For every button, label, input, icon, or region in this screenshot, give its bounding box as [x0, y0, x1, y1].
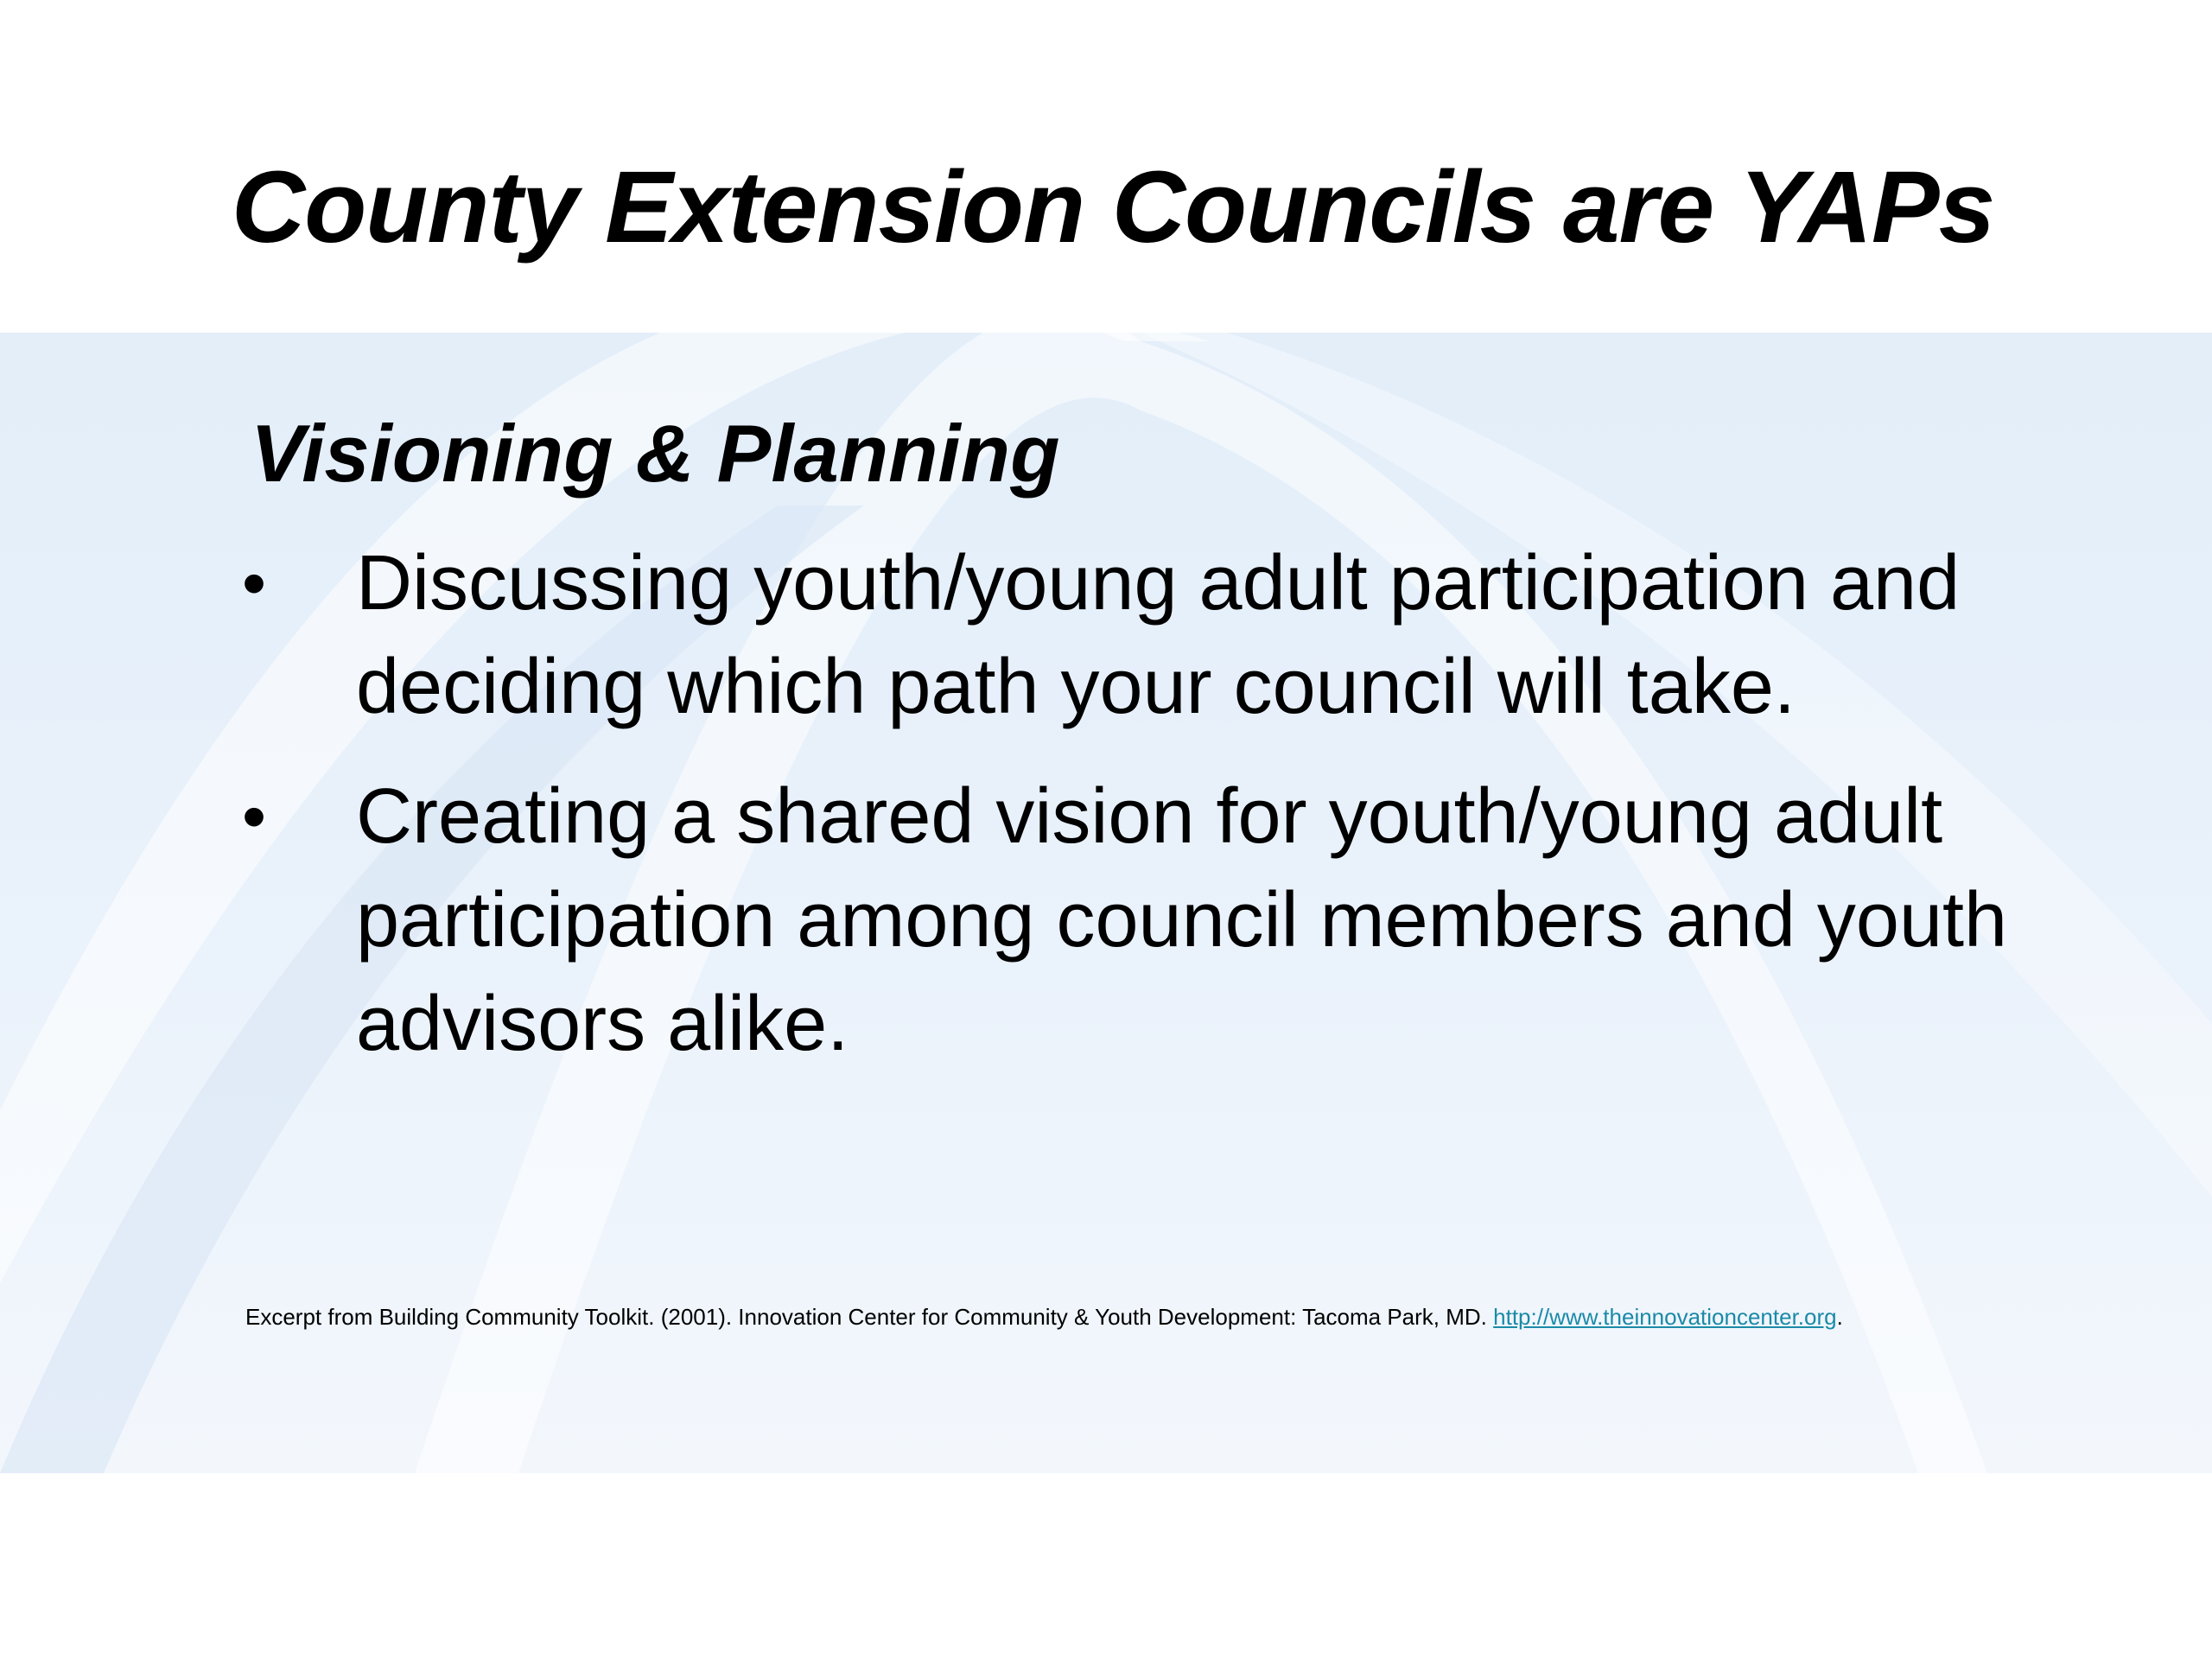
bullet-item: [242, 765, 2056, 1076]
source-link[interactable]: http://www.theinnovationcenter.org: [1493, 1304, 1837, 1330]
source-footnote: [245, 1301, 1843, 1332]
bullet-text: Creating a shared vision for youth/young adult participation among council members and youth advisors alike.: [356, 773, 2008, 1067]
bullet-marker: •: [242, 778, 267, 855]
bullet-list: [242, 531, 2056, 1102]
section-heading: Visioning & Planning: [251, 408, 1060, 499]
bullet-item: [242, 531, 2056, 739]
footnote-trailing: .: [1836, 1304, 1843, 1330]
slide-title: County Extension Councils are YAPs: [232, 150, 1995, 264]
footnote-text: Excerpt from Building Community Toolkit. (2001). Innovation Center for Community & Youth Development: Tacoma Park, MD.: [245, 1304, 1494, 1330]
bullet-marker: •: [242, 544, 267, 621]
bullet-text: Discussing youth/young adult participation and deciding which path your council will take.: [356, 540, 1961, 730]
